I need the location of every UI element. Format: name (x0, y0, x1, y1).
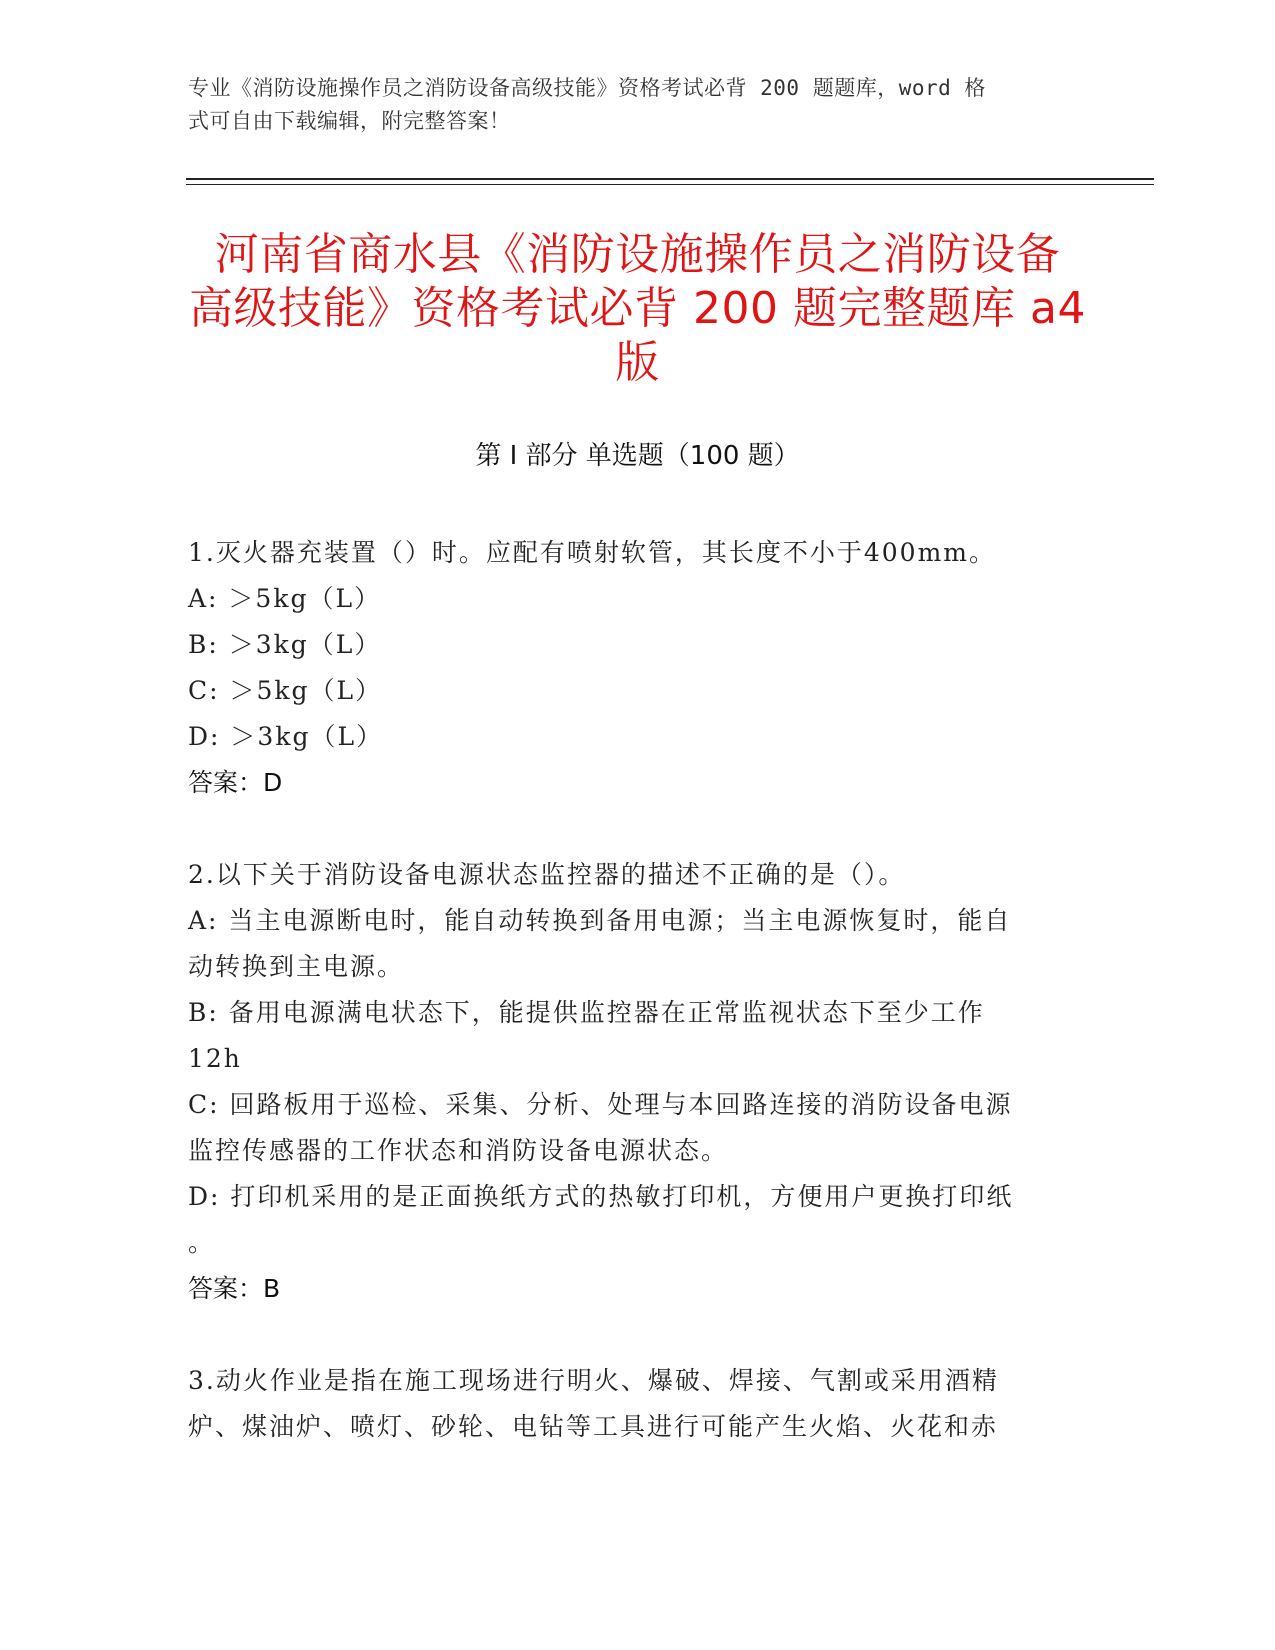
document-title (180, 228, 1095, 390)
header-note-line: 式可自由下载编辑，附完整答案！ (188, 109, 511, 133)
option-d: D: 打印机采用的是正面换纸方式的热敏打印机，方便用户更换打印纸 (188, 1182, 1014, 1211)
question-block (188, 1358, 1088, 1450)
option-b: B: 备用电源满电状态下，能提供监控器在正常监视状态下至少工作 (188, 998, 985, 1027)
question-stem: 3.动火作业是指在施工现场进行明火、爆破、焊接、气割或采用酒精 (188, 1366, 999, 1395)
title-line: 高级技能》资格考试必背 200 题完整题库 a4 (189, 283, 1086, 334)
answer-label: 答案：D (188, 768, 283, 797)
answer-label: 答案：B (188, 1274, 281, 1303)
question-block (188, 530, 1088, 806)
header-rule-thin (186, 184, 1154, 185)
option-a: A: 当主电源断电时，能自动转换到备用电源；当主电源恢复时，能自 (188, 906, 1012, 935)
question-stem: 1.灭火器充装置（）时。应配有喷射软管，其长度不小于400mm。 (188, 538, 996, 567)
question-block (188, 852, 1088, 1312)
header-note (188, 72, 1068, 138)
option-d-continued: 。 (188, 1228, 216, 1257)
option-b: B: ＞3kg（L） (188, 630, 382, 659)
question-stem-continued: 炉、煤油炉、喷灯、砂轮、电钻等工具进行可能产生火焰、火花和赤 (188, 1412, 999, 1441)
option-a-continued: 动转换到主电源。 (188, 952, 405, 981)
title-line: 河南省商水县《消防设施操作员之消防设备 (214, 229, 1061, 280)
question-stem: 2.以下关于消防设备电源状态监控器的描述不正确的是（）。 (188, 860, 906, 889)
section-title: 第 I 部分 单选题（100 题） (475, 441, 800, 471)
header-rule-thick (186, 178, 1154, 180)
option-d: D: ＞3kg（L） (188, 722, 384, 751)
option-c: C: ＞5kg（L） (188, 676, 383, 705)
title-line: 版 (615, 337, 660, 388)
option-a: A: ＞5kg（L） (188, 584, 382, 613)
option-c: C: 回路板用于巡检、采集、分析、处理与本回路连接的消防设备电源 (188, 1090, 1013, 1119)
option-b-continued: 12h (188, 1044, 242, 1073)
header-note-line: 专业《消防设施操作员之消防设备高级技能》资格考试必背 200 题题库，word 格 (188, 76, 986, 100)
question-list (188, 530, 1088, 1450)
option-c-continued: 监控传感器的工作状态和消防设备电源状态。 (188, 1136, 729, 1165)
